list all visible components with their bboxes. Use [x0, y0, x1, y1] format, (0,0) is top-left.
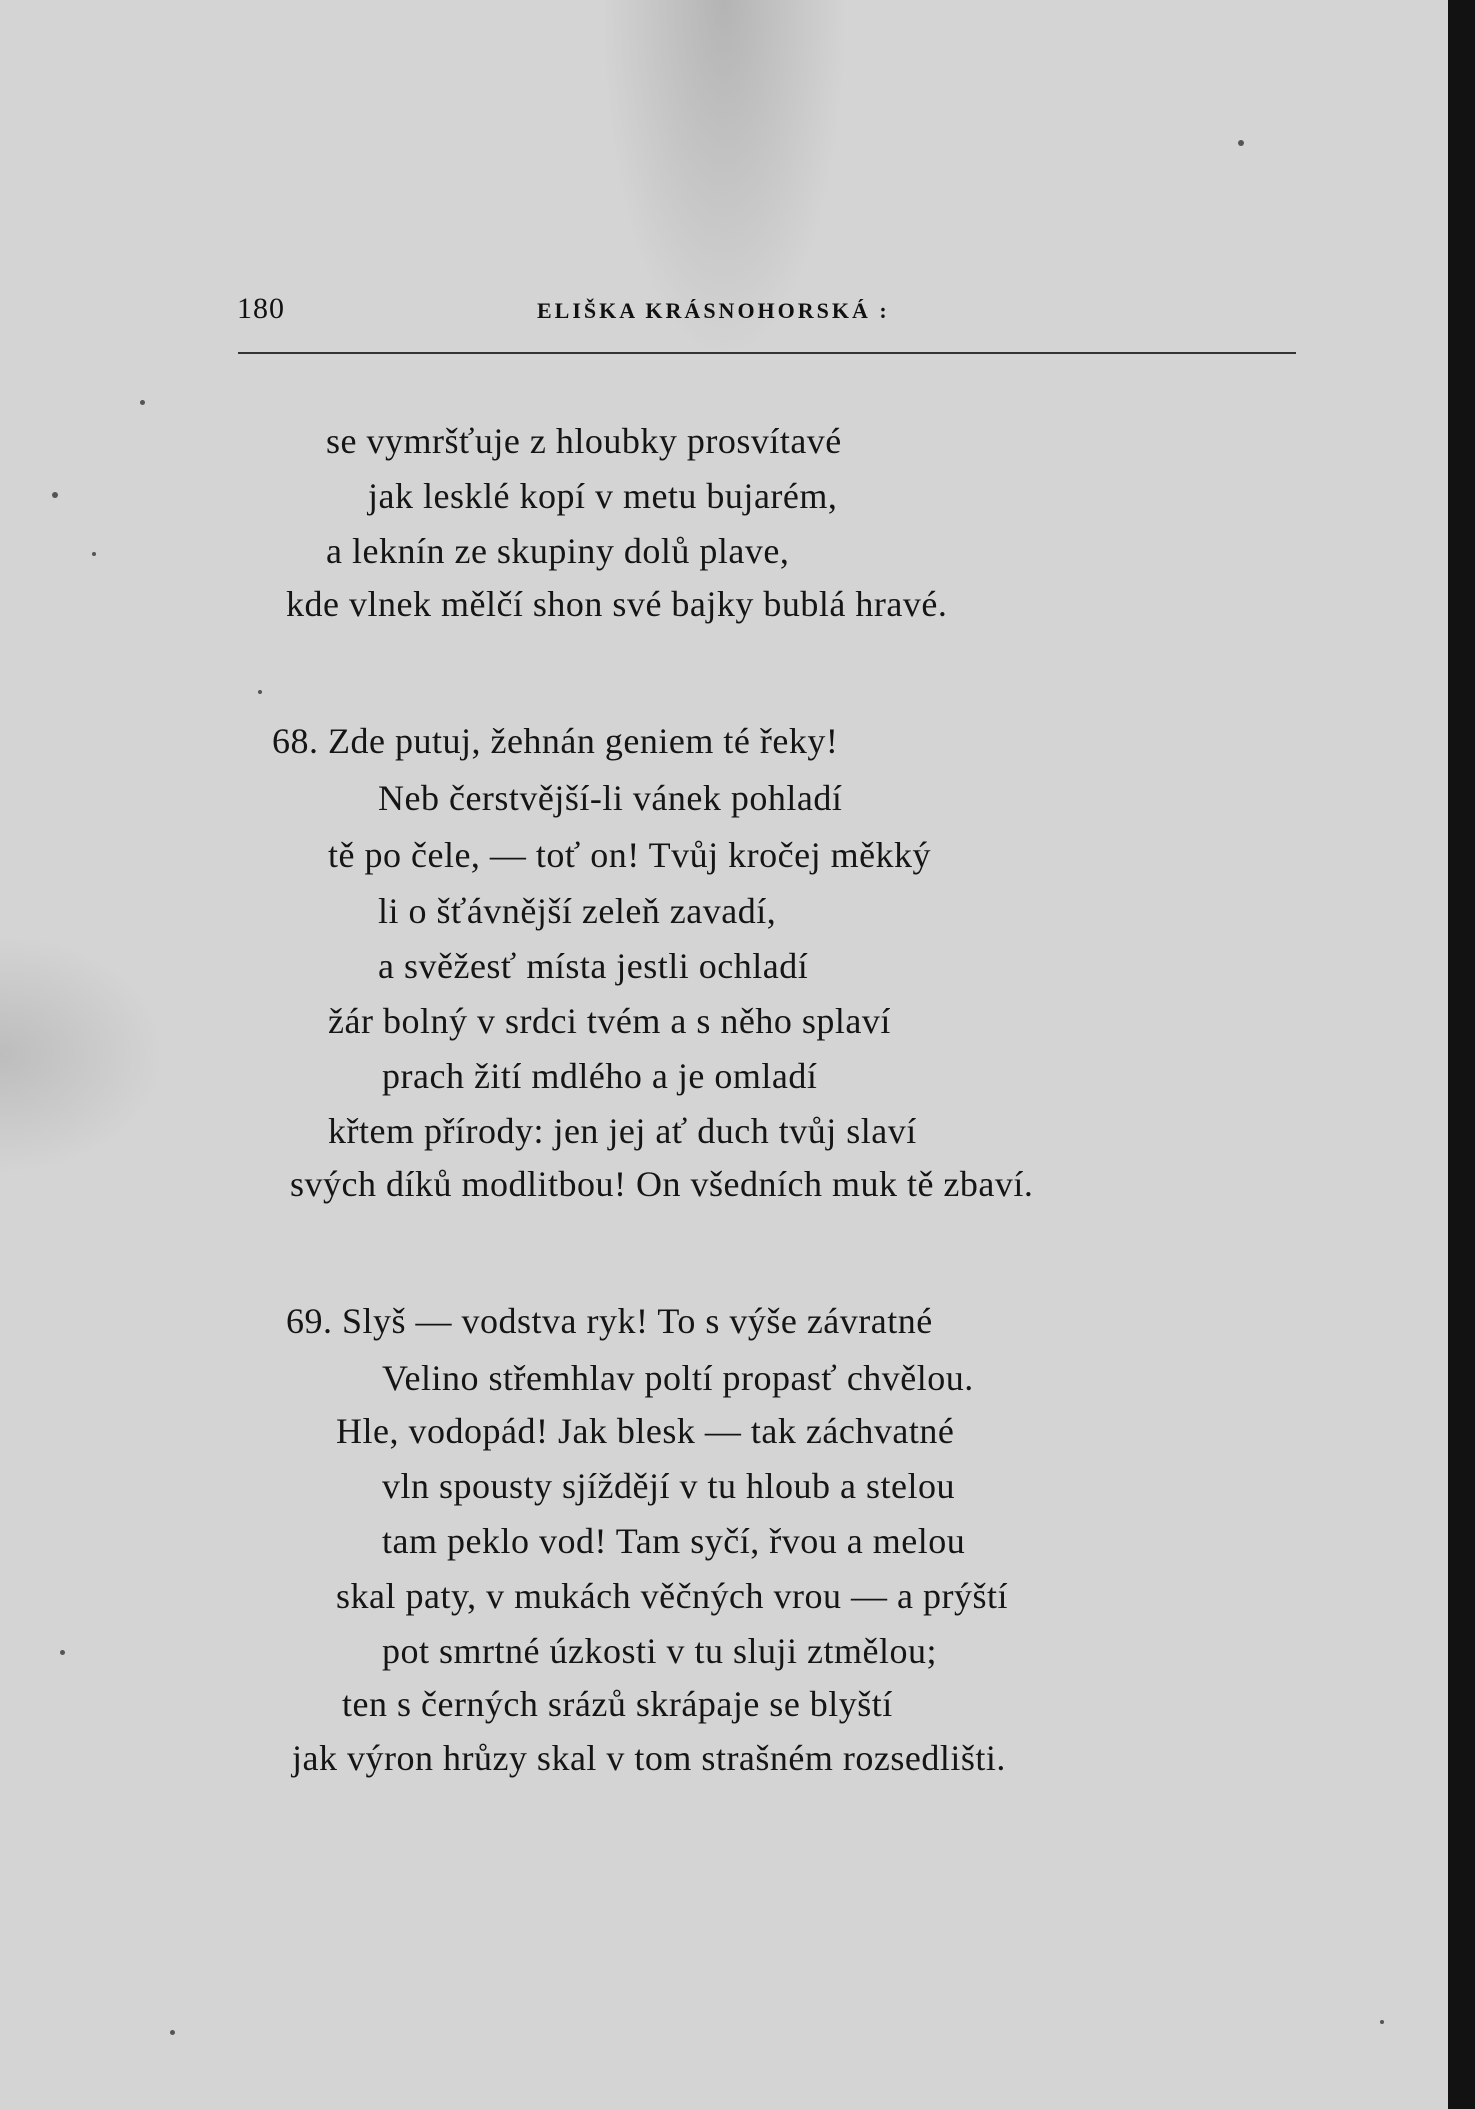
scan-speck: [258, 690, 262, 694]
scan-speck: [140, 400, 145, 405]
verse-line: se vymršťuje z hloubky prosvítavé: [326, 421, 842, 461]
verse-line: Velino střemhlav poltí propasť chvělou.: [382, 1358, 974, 1398]
running-title: ELIŠKA KRÁSNOHORSKÁ :: [537, 298, 890, 323]
verse-line: ten s černých srázů skrápaje se blyští: [342, 1684, 893, 1724]
stanza-number: 68.: [272, 721, 319, 761]
verse-line: žár bolný v srdci tvém a s něho splaví: [328, 1001, 891, 1041]
verse-line: pot smrtné úzkosti v tu sluji ztmělou;: [382, 1631, 937, 1671]
verse-line: prach žití mdlého a je omladí: [382, 1056, 818, 1096]
verse-line: jak lesklé kopí v metu bujarém,: [368, 476, 838, 516]
verse-line: Neb čerstvější-li vánek pohladí: [378, 778, 843, 818]
verse-line: kde vlnek mělčí shon své bajky bublá hravé.: [286, 584, 948, 624]
scan-speck: [52, 492, 58, 498]
scan-speck: [170, 2030, 175, 2035]
page-number: 180: [237, 292, 285, 325]
verse-line: tě po čele, — toť on! Tvůj kročej měkký: [328, 835, 932, 875]
header-rule: [238, 352, 1296, 354]
verse-line: vln spousty sjíždějí v tu hloub a stelou: [382, 1466, 955, 1506]
verse-line: li o šťávnější zeleň zavadí,: [378, 891, 777, 931]
verse-line: svých díků modlitbou! On všedních muk tě zbaví.: [290, 1164, 1034, 1204]
scan-speck: [1238, 140, 1244, 146]
page-header: [237, 292, 1297, 332]
scan-speck: [1380, 2020, 1384, 2024]
verse-line: tam peklo vod! Tam syčí, řvou a melou: [382, 1521, 966, 1561]
verse-line: Slyš — vodstva ryk! To s výše závratné: [342, 1301, 933, 1341]
verse-line: Hle, vodopád! Jak blesk — tak záchvatné: [336, 1411, 955, 1451]
scan-edge: [1448, 0, 1475, 2109]
verse-line: a svěžesť místa jestli ochladí: [378, 946, 809, 986]
scan-speck: [92, 552, 96, 556]
verse-line: křtem přírody: jen jej ať duch tvůj slaví: [328, 1111, 917, 1151]
verse-line: jak výron hrůzy skal v tom strašném rozsedlišti.: [292, 1738, 1006, 1778]
verse-line: Zde putuj, žehnán geniem té řeky!: [328, 721, 839, 761]
verse-line: a leknín ze skupiny dolů plave,: [326, 531, 790, 571]
verse-line: skal paty, v mukách věčných vrou — a prýští: [336, 1576, 1008, 1616]
scan-speck: [60, 1650, 65, 1655]
stanza-number: 69.: [286, 1301, 333, 1341]
